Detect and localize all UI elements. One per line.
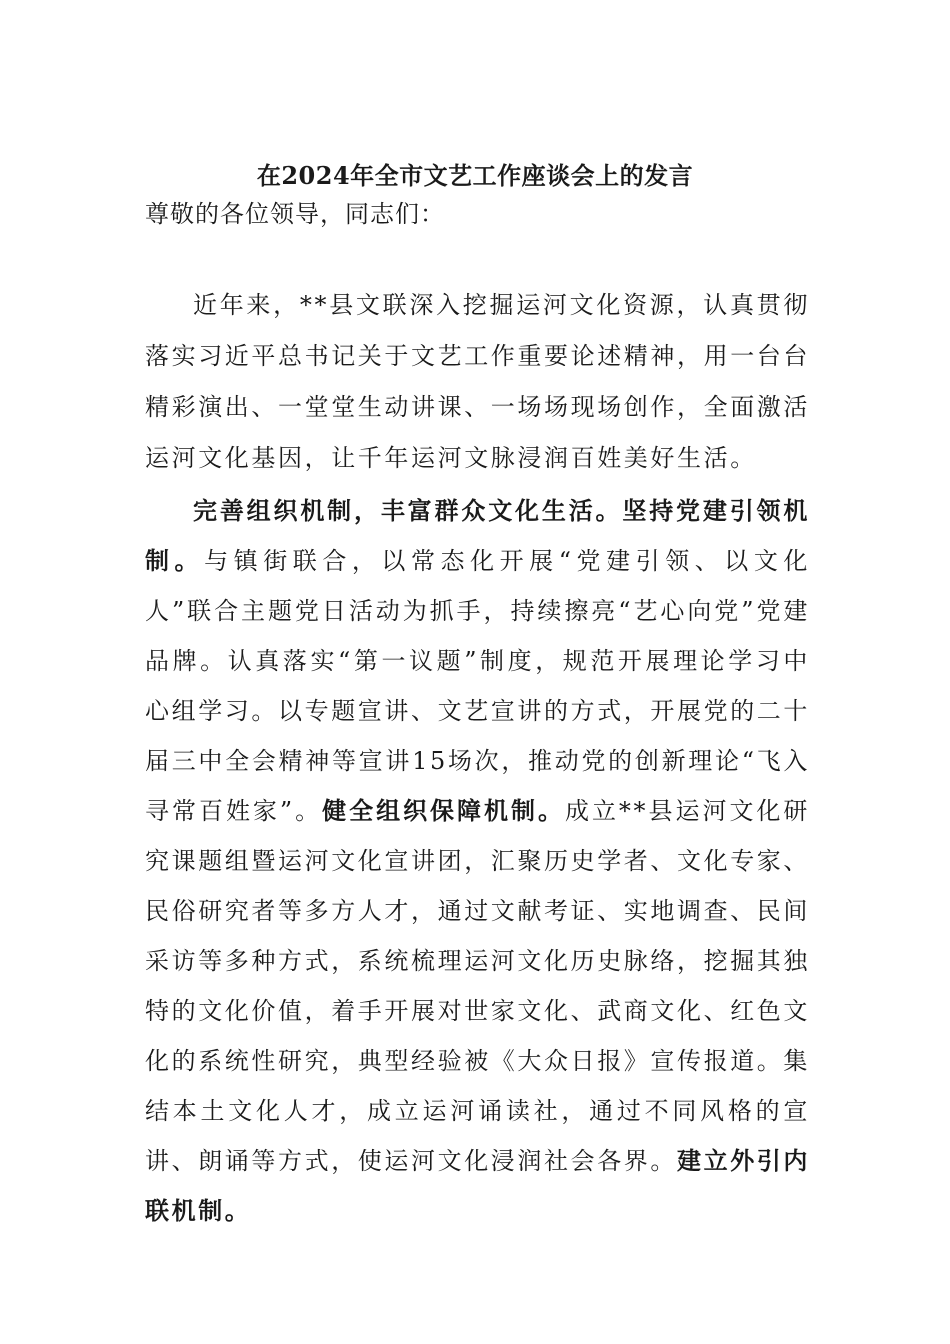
paragraph-organization xyxy=(145,486,810,1236)
subheading-party-leadership: 坚持党建引领机制。 xyxy=(145,496,810,575)
subheading-organization-guarantee: 健全组织保障机制。 xyxy=(322,796,565,825)
document-title: 在2024年全市文艺工作座谈会上的发言 xyxy=(256,161,694,190)
body-text-party-leadership: 与镇街联合，以常态化开展“党建引领、以文化人”联合主题党日活动为抓手，持续擦亮“艺心向党”党建品牌。认真落实“第一议题”制度，规范开展理论学习中心组学习。以专题宣讲、文艺宣讲的方式，开展党的二十届三中全会精神等宣讲15场次，推动党的创新理论“飞入寻常百姓家”。 xyxy=(145,547,810,825)
salutation: 尊敬的各位领导，同志们： xyxy=(145,200,445,228)
paragraph-intro xyxy=(145,280,810,484)
section-heading: 完善组织机制，丰富群众文化生活。 xyxy=(193,496,623,525)
body-text-organization-guarantee: 成立**县运河文化研究课题组暨运河文化宣讲团，汇聚历史学者、文化专家、民俗研究者等多方人才，通过文献考证、实地调查、民间采访等多种方式，系统梳理运河文化历史脉络，挖掘其独特的文化价值，着手开展对世家文化、武商文化、红色文化的系统性研究，典型经验被《大众日报》宣传报道。集结本土文化人才，成立运河诵读社，通过不同风格的宣讲、朗诵等方式，使运河文化浸润社会各界。 xyxy=(145,797,811,1175)
paragraph-intro-text: 近年来，**县文联深入挖掘运河文化资源，认真贯彻落实习近平总书记关于文艺工作重要论述精神，用一台台精彩演出、一堂堂生动讲课、一场场现场创作，全面激活运河文化基因，让千年运河文脉浸润百姓美好生活。 xyxy=(145,291,810,472)
subheading-external-internal-link: 建立外引内联机制。 xyxy=(145,1146,810,1225)
